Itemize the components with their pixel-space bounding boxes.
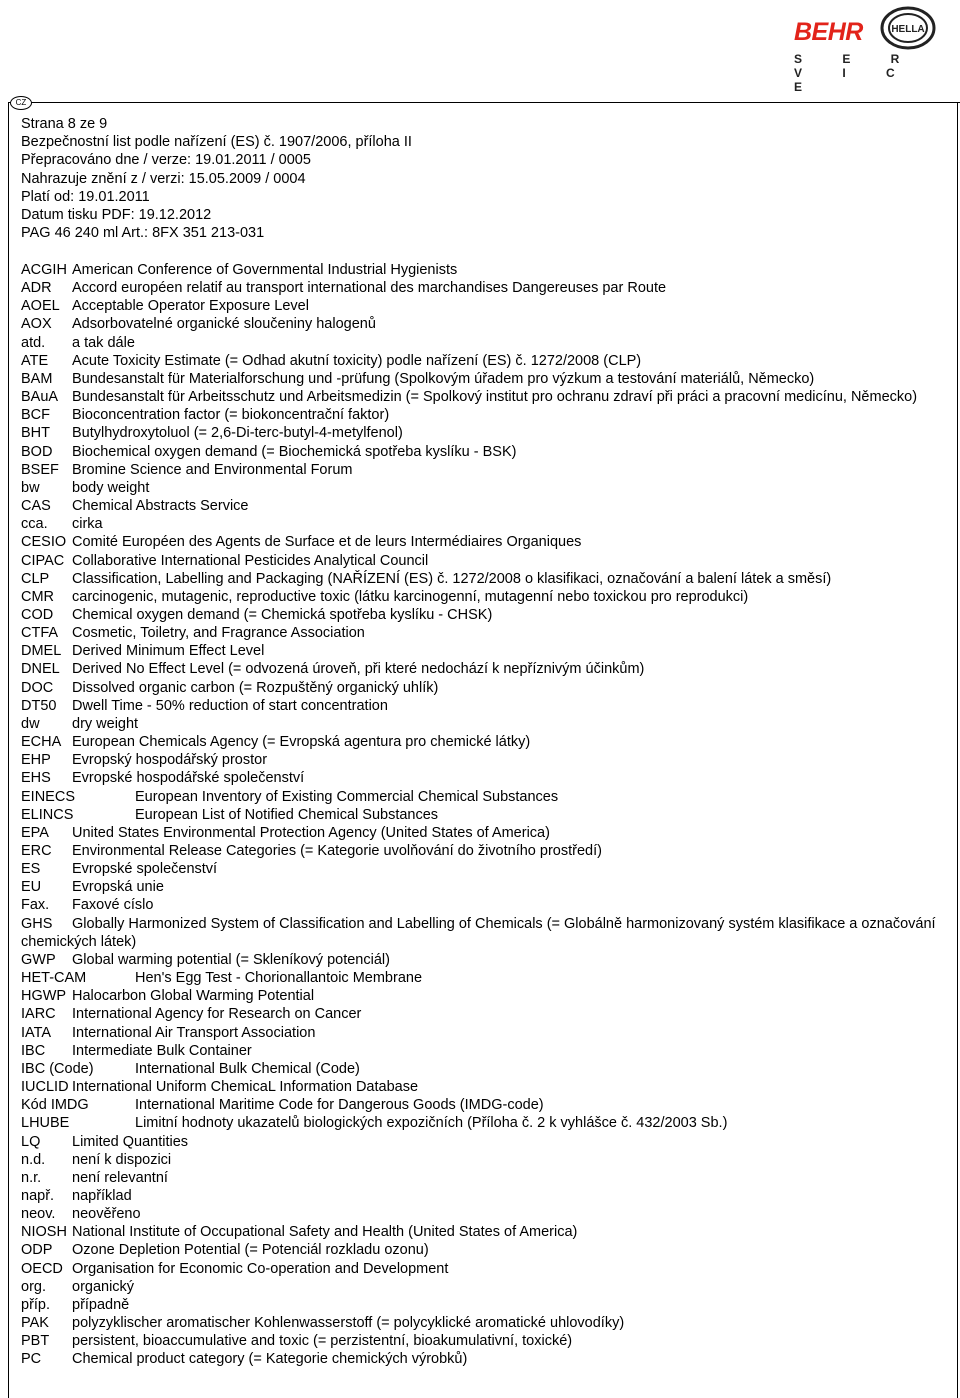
- page-frame-left: [8, 102, 9, 1398]
- abbreviation-row: [21, 660, 941, 678]
- brand-logos: [790, 6, 950, 94]
- abbreviation-row: [21, 915, 941, 951]
- abbreviation-row: [21, 370, 941, 388]
- abbreviation-key: COD: [21, 606, 54, 623]
- header-line: Bezpečnostní list podle nařízení (ES) č. 1907/2006, příloha II: [21, 134, 412, 151]
- abbreviation-row: [21, 424, 941, 442]
- abbreviation-definition: Evropské hospodářské společenství: [72, 770, 305, 787]
- header-line: Platí od: 19.01.2011: [21, 188, 150, 205]
- abbreviation-row: [21, 679, 941, 697]
- abbreviation-key: CTFA: [21, 625, 59, 642]
- abbreviation-key: n.d.: [21, 1151, 46, 1168]
- abbreviation-key: neov.: [21, 1206, 56, 1223]
- header-line: Strana 8 ze 9: [21, 116, 108, 132]
- abbreviation-definition: Halocarbon Global Warming Potential: [72, 988, 315, 1005]
- abbreviation-row: [21, 1060, 941, 1078]
- page-frame-right: [957, 102, 958, 1398]
- header-line: PAG 46 240 ml Art.: 8FX 351 213-031: [21, 225, 265, 242]
- abbreviation-definition: Biochemical oxygen demand (= Biochemická spotřeba kyslíku - BSK): [72, 443, 517, 460]
- abbreviation-definition: cirka: [72, 516, 103, 533]
- hella-logo-text: HELLA: [891, 24, 925, 35]
- abbreviation-definition: National Institute of Occupational Safety and Health (United States of America): [72, 1224, 578, 1241]
- abbreviation-key: bw: [21, 479, 40, 496]
- abbreviation-definition: International Uniform ChemicaL Information Database: [72, 1079, 419, 1096]
- abbreviation-row: [21, 1332, 941, 1350]
- abbreviation-row: [21, 297, 941, 315]
- abbreviation-row: [21, 279, 941, 297]
- abbreviation-definition: Bioconcentration factor (= biokoncentrační faktor): [72, 407, 390, 424]
- abbreviation-definition: Acute Toxicity Estimate (= Odhad akutní toxicity) podle nařízení (ES) č. 1272/2008 (CLP): [72, 352, 642, 369]
- abbreviation-row: [21, 261, 941, 279]
- abbreviation-definition: persistent, bioaccumulative and toxic (= perzistentní, bioakumulativní, toxické): [72, 1333, 573, 1350]
- abbreviation-row: [21, 751, 941, 769]
- abbreviation-key: ELINCS: [21, 806, 74, 823]
- abbreviation-row: [21, 533, 941, 551]
- abbreviation-row: [21, 1187, 941, 1205]
- abbreviation-key: DNEL: [21, 661, 60, 678]
- abbreviation-key: ERC: [21, 843, 52, 859]
- abbreviation-definition: Hen's Egg Test - Chorionallantoic Membrane: [135, 970, 423, 987]
- abbreviation-row: [21, 1133, 941, 1151]
- abbreviation-definition: Butylhydroxytoluol (= 2,6-Di-terc-butyl-4-metylfenol): [72, 425, 403, 442]
- abbreviation-key: HET-CAM: [21, 970, 87, 987]
- abbreviation-row: [21, 1151, 941, 1169]
- document-header: [21, 115, 412, 242]
- abbreviation-row: [21, 788, 941, 806]
- abbreviation-key: Fax.: [21, 897, 50, 914]
- abbreviation-definition: Limitní hodnoty ukazatelů biologických expozičních (Příloha č. 2 k vyhlášce č. 432/2003 Sb.): [135, 1115, 728, 1132]
- abbreviation-key: cca.: [21, 516, 48, 533]
- abbreviation-key: IARC: [21, 1006, 56, 1023]
- abbreviation-row: [21, 1278, 941, 1296]
- abbreviation-key: EU: [21, 879, 42, 896]
- abbreviation-definition: Chemical product category (= Kategorie chemických výrobků): [72, 1351, 468, 1368]
- abbreviation-definition: International Maritime Code for Dangerous Goods (IMDG-code): [135, 1097, 544, 1114]
- abbreviation-key: GHS: [21, 915, 53, 932]
- abbreviation-key: atd.: [21, 334, 46, 351]
- abbreviation-key: HGWP: [21, 988, 67, 1005]
- abbreviation-key: NIOSH: [21, 1224, 67, 1241]
- abbreviation-key: ODP: [21, 1242, 53, 1259]
- country-badge: CZ: [10, 96, 32, 110]
- abbreviation-key: n.r.: [21, 1169, 42, 1186]
- abbreviation-row: [21, 1078, 941, 1096]
- abbreviation-key: LQ: [21, 1133, 41, 1150]
- abbreviation-definition: Derived Minimum Effect Level: [72, 643, 265, 660]
- abbreviation-row: [21, 1005, 941, 1023]
- abbreviation-key: CLP: [21, 570, 50, 587]
- abbreviation-row: [21, 806, 941, 824]
- abbreviation-row: [21, 733, 941, 751]
- abbreviation-definition: Adsorbovatelné organické sloučeniny halogenů: [72, 316, 376, 333]
- abbreviation-definition: Global warming potential (= Skleníkový potenciál): [72, 951, 390, 968]
- abbreviation-definition: není k dispozici: [72, 1151, 172, 1168]
- abbreviation-key: CAS: [21, 498, 51, 515]
- abbreviation-row: [21, 352, 941, 370]
- header-line: Nahrazuje znění z / verzi: 15.05.2009 / 0004: [21, 170, 306, 187]
- abbreviation-key: AOEL: [21, 298, 60, 315]
- abbreviation-definition: Bromine Science and Environmental Forum: [72, 461, 353, 478]
- abbreviation-row: [21, 570, 941, 588]
- abbreviation-row: [21, 1241, 941, 1259]
- abbreviation-row: [21, 1169, 941, 1187]
- abbreviation-definition: Cosmetic, Toiletry, and Fragrance Association: [72, 625, 365, 642]
- abbreviation-row: [21, 479, 941, 497]
- header-line: Přepracováno dne / verze: 19.01.2011 / 0005: [21, 152, 311, 169]
- abbreviation-row: [21, 588, 941, 606]
- abbreviation-row: [21, 334, 941, 352]
- abbreviation-definition: neověřeno: [72, 1206, 141, 1223]
- abbreviation-row: [21, 1024, 941, 1042]
- abbreviation-definition: Intermediate Bulk Container: [72, 1042, 252, 1059]
- abbreviation-key: PAK: [21, 1315, 49, 1332]
- abbreviation-row: [21, 1296, 941, 1314]
- abbreviation-key: BOD: [21, 443, 53, 460]
- abbreviation-definition: polyzyklischer aromatischer Kohlenwasserstoff (= polycyklické aromatické uhlovodíky): [72, 1315, 625, 1332]
- abbreviation-key: EPA: [21, 824, 49, 841]
- abbreviation-definition: International Bulk Chemical (Code): [135, 1060, 360, 1077]
- abbreviation-row: [21, 497, 941, 515]
- abbreviation-definition: není relevantní: [72, 1169, 168, 1186]
- abbreviation-definition: European Inventory of Existing Commercial Chemical Substances: [135, 788, 559, 805]
- behr-logo: BEHR: [794, 18, 863, 46]
- abbreviation-definition: Limited Quantities: [72, 1133, 189, 1150]
- service-wordmark: S E R V I C E: [794, 52, 918, 94]
- abbreviation-row: [21, 969, 941, 987]
- abbreviation-row: [21, 406, 941, 424]
- abbreviation-definition: Faxové císlo: [72, 897, 154, 914]
- abbreviation-key: DMEL: [21, 643, 62, 660]
- abbreviation-row: [21, 552, 941, 570]
- abbreviation-key: ADR: [21, 280, 52, 297]
- page-frame-top: [8, 102, 960, 103]
- abbreviation-definition: organický: [72, 1278, 135, 1295]
- abbreviation-key: ES: [21, 861, 41, 878]
- abbreviation-row: [21, 860, 941, 878]
- abbreviation-key: DT50: [21, 697, 57, 714]
- abbreviation-definition: International Air Transport Association: [72, 1024, 316, 1041]
- abbreviation-row: [21, 1314, 941, 1332]
- abbreviation-key: LHUBE: [21, 1115, 70, 1132]
- abbreviation-key: dw: [21, 715, 40, 732]
- abbreviation-list: [21, 261, 941, 1369]
- abbreviation-row: [21, 515, 941, 533]
- abbreviation-row: [21, 1096, 941, 1114]
- abbreviation-row: [21, 606, 941, 624]
- abbreviation-row: [21, 1042, 941, 1060]
- abbreviation-definition: Evropská unie: [72, 879, 164, 896]
- header-line: Datum tisku PDF: 19.12.2012: [21, 206, 212, 223]
- abbreviation-key: IBC: [21, 1042, 46, 1059]
- abbreviation-key: BSEF: [21, 461, 59, 478]
- abbreviation-definition: Comité Européen des Agents de Surface et de leurs Intermédiaires Organiques: [72, 534, 582, 551]
- abbreviation-definition: Derived No Effect Level (= odvozená úroveň, při které nedochází k nepříznivým účinkům): [72, 661, 645, 678]
- abbreviation-key: DOC: [21, 679, 54, 696]
- abbreviation-key: příp.: [21, 1296, 51, 1313]
- abbreviation-definition: European List of Notified Chemical Substances: [135, 806, 439, 823]
- abbreviation-key: Kód IMDG: [21, 1097, 89, 1114]
- abbreviation-row: [21, 769, 941, 787]
- abbreviation-definition: Bundesanstalt für Arbeitsschutz und Arbeitsmedizin (= Spolkový institut pro ochranu zdraví při práci a pracovní medicínu, Německo): [72, 389, 918, 406]
- abbreviation-definition: například: [72, 1187, 132, 1204]
- abbreviation-definition: American Conference of Governmental Industrial Hygienists: [72, 262, 458, 278]
- abbreviation-definition: Organisation for Economic Co-operation and Development: [72, 1260, 449, 1277]
- abbreviation-key: BHT: [21, 425, 50, 442]
- abbreviation-definition: Ozone Depletion Potential (= Potenciál rozkladu ozonu): [72, 1242, 429, 1259]
- abbreviation-key: PC: [21, 1351, 42, 1368]
- abbreviation-definition: a tak dále: [72, 334, 135, 351]
- abbreviation-definition: Globally Harmonized System of Classification and Labelling of Chemicals (= Globálně harmonizovaný systém klasifikace a označování chemických látek): [21, 915, 936, 950]
- abbreviation-definition: Dwell Time - 50% reduction of start concentration: [72, 697, 388, 714]
- abbreviation-definition: Environmental Release Categories (= Kategorie uvolňování do životního prostředí): [72, 843, 602, 859]
- abbreviation-key: org.: [21, 1278, 46, 1295]
- abbreviation-key: EHP: [21, 752, 51, 769]
- abbreviation-row: [21, 697, 941, 715]
- abbreviation-key: IUCLID: [21, 1079, 69, 1096]
- abbreviation-key: EHS: [21, 770, 51, 787]
- abbreviation-row: [21, 896, 941, 914]
- abbreviation-definition: Acceptable Operator Exposure Level: [72, 298, 309, 315]
- abbreviation-row: [21, 461, 941, 479]
- abbreviation-row: [21, 315, 941, 333]
- abbreviation-definition: European Chemicals Agency (= Evropská agentura pro chemické látky): [72, 734, 531, 751]
- abbreviation-key: IBC (Code): [21, 1060, 94, 1077]
- abbreviation-definition: Classification, Labelling and Packaging (NAŘÍZENÍ (ES) č. 1272/2008 o klasifikaci, označování a balení látek a směsí): [72, 570, 832, 587]
- abbreviation-key: BAM: [21, 370, 53, 387]
- abbreviation-definition: Evropské společenství: [72, 861, 218, 878]
- abbreviation-row: [21, 951, 941, 969]
- abbreviation-definition: carcinogenic, mutagenic, reproductive toxic (látku karcinogenní, mutagenní nebo toxickou pro reprodukci): [72, 588, 749, 605]
- abbreviation-definition: Evropský hospodářský prostor: [72, 752, 268, 769]
- abbreviation-row: [21, 715, 941, 733]
- abbreviation-key: OECD: [21, 1260, 63, 1277]
- abbreviation-definition: United States Environmental Protection Agency (United States of America): [72, 824, 550, 841]
- abbreviation-key: BAuA: [21, 389, 59, 406]
- abbreviation-row: [21, 1260, 941, 1278]
- abbreviation-key: PBT: [21, 1333, 50, 1350]
- abbreviation-definition: Chemical oxygen demand (= Chemická spotřeba kyslíku - CHSK): [72, 606, 493, 623]
- abbreviation-definition: Accord européen relatif au transport international des marchandises Dangereuses par Route: [72, 280, 667, 297]
- abbreviation-row: [21, 1350, 941, 1368]
- abbreviation-row: [21, 1223, 941, 1241]
- abbreviation-definition: případně: [72, 1296, 130, 1313]
- abbreviation-row: [21, 642, 941, 660]
- abbreviation-definition: body weight: [72, 479, 150, 496]
- abbreviation-key: např.: [21, 1187, 55, 1204]
- abbreviation-row: [21, 624, 941, 642]
- abbreviation-key: CMR: [21, 588, 55, 605]
- abbreviation-definition: Collaborative International Pesticides Analytical Council: [72, 552, 429, 569]
- hella-logo-icon: [880, 6, 936, 50]
- abbreviation-key: ACGIH: [21, 262, 67, 278]
- abbreviation-row: [21, 878, 941, 896]
- abbreviation-key: EINECS: [21, 788, 75, 805]
- abbreviation-key: BCF: [21, 407, 50, 424]
- abbreviation-row: [21, 388, 941, 406]
- abbreviation-definition: Chemical Abstracts Service: [72, 498, 249, 515]
- abbreviation-row: [21, 987, 941, 1005]
- abbreviation-key: AOX: [21, 316, 52, 333]
- abbreviation-key: CIPAC: [21, 552, 65, 569]
- abbreviation-row: [21, 1205, 941, 1223]
- abbreviation-key: IATA: [21, 1024, 52, 1041]
- abbreviation-definition: Dissolved organic carbon (= Rozpuštěný organický uhlík): [72, 679, 439, 696]
- abbreviation-key: ATE: [21, 352, 49, 369]
- abbreviation-definition: International Agency for Research on Cancer: [72, 1006, 362, 1023]
- abbreviation-row: [21, 842, 941, 860]
- abbreviation-definition: Bundesanstalt für Materialforschung und -prüfung (Spolkovým úřadem pro výzkum a testování materiálů, Německo): [72, 370, 815, 387]
- abbreviation-key: GWP: [21, 951, 56, 968]
- abbreviation-row: [21, 1114, 941, 1132]
- abbreviation-row: [21, 443, 941, 461]
- abbreviation-definition: dry weight: [72, 715, 139, 732]
- abbreviation-row: [21, 824, 941, 842]
- abbreviation-key: ECHA: [21, 734, 62, 751]
- abbreviation-key: CESIO: [21, 534, 67, 551]
